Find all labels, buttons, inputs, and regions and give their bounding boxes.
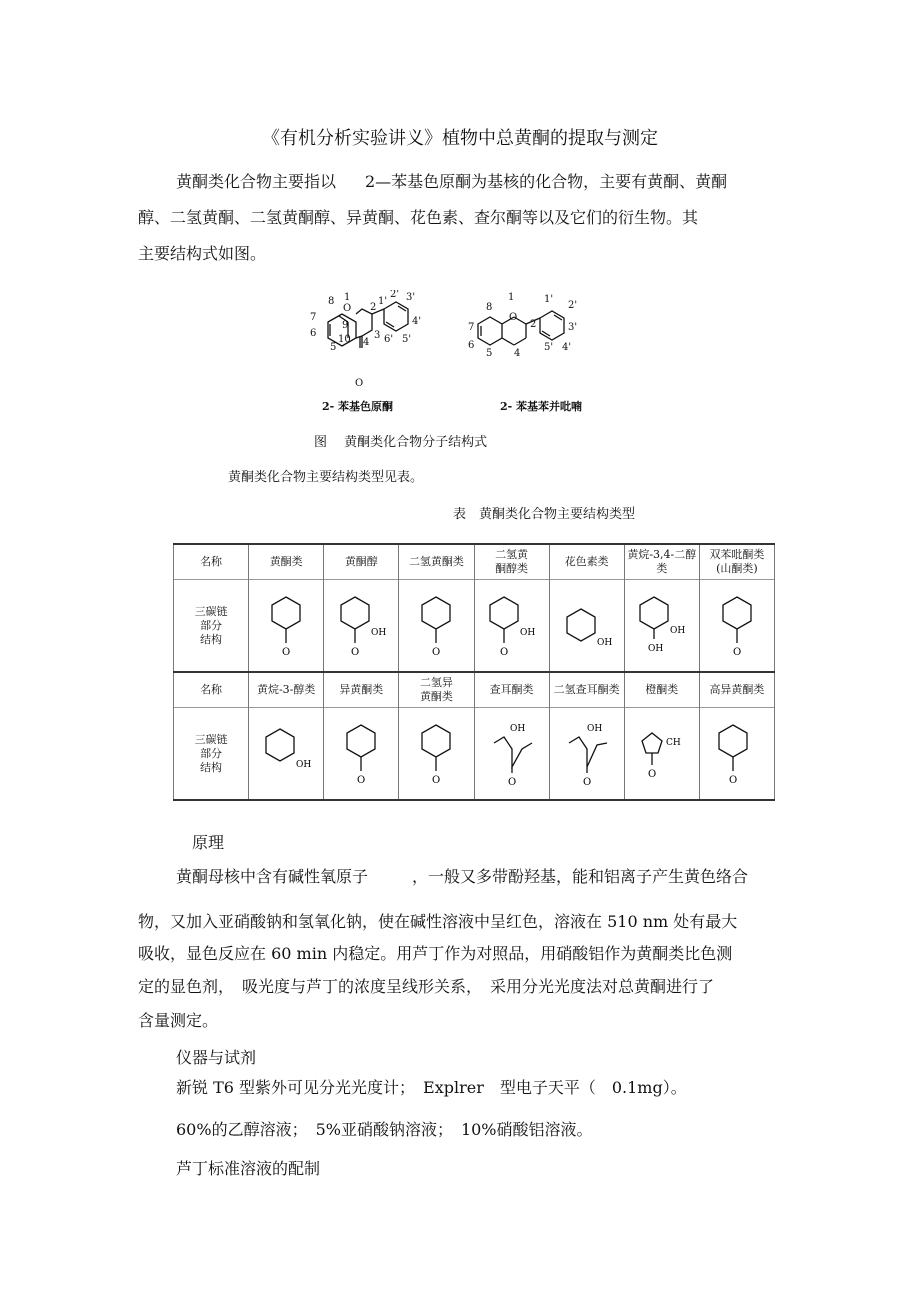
structure-isoflavone	[333, 715, 389, 793]
instruments-line-3: 芦丁标准溶液的配制	[176, 1159, 321, 1178]
structure-flavanone	[408, 587, 464, 665]
oh-label: OH	[296, 759, 312, 770]
table-header-cell: 二氢查耳酮类	[549, 672, 624, 708]
atom-num-1: 1	[344, 292, 351, 303]
table-header-cell: 双苯吡酮类 (山酮类)	[699, 544, 774, 580]
atom-num-3: 3	[374, 330, 381, 341]
structure-cell	[624, 708, 699, 801]
table-row	[174, 708, 775, 801]
principle-line-4: 定的显色剂， 吸光度与芦丁的浓度呈线形关系， 采用分光光度法对总黄酮进行了	[138, 977, 715, 996]
structure-dihydrochalcone	[559, 715, 615, 793]
structure-chalcone	[484, 715, 540, 793]
atom-num-1p-r: 1'	[544, 294, 554, 305]
atom-num-6: 6	[310, 328, 317, 339]
svg-text:O: O	[351, 646, 360, 658]
structure-isoflavanone	[408, 715, 464, 793]
table-header-cell: 二氢黄 酮醇类	[474, 544, 549, 580]
structure-cell	[324, 708, 399, 801]
oh-label: OH	[586, 723, 602, 734]
ch-label: CH	[665, 737, 681, 748]
structure-cell	[549, 580, 624, 673]
table-header-cell: 黄酮类	[249, 544, 324, 580]
structure-cell	[324, 580, 399, 673]
row-label: 三碳链 部分 结构	[174, 580, 249, 673]
table-header-cell: 名称	[174, 672, 249, 708]
oh-label: OH	[371, 627, 387, 638]
atom-num-4: 4	[363, 337, 370, 348]
principle-line-2: 物，又加入亚硝酸钠和氢氧化钠，使在碱性溶液中呈红色，溶液在 510 nm 处有最大	[138, 912, 738, 931]
instruments-line-1: 新锐 T6 型紫外可见分光光度计； Explrer 型电子天平（ 0.1mg）。	[176, 1078, 687, 1097]
instruments-heading: 仪器与试剂	[176, 1048, 257, 1067]
structure-cell	[699, 708, 774, 801]
structure-cell	[249, 580, 324, 673]
oh-label: OH	[647, 643, 664, 654]
structure-flavanonol	[484, 587, 540, 665]
structure-cell	[699, 580, 774, 673]
oh-label: OH	[596, 637, 612, 648]
structure-cell	[249, 708, 324, 801]
row-label: 三碳链 部分 结构	[174, 708, 249, 801]
table-caption: 表 黄酮类化合物主要结构类型	[453, 507, 636, 522]
atom-num-9: 9	[342, 320, 349, 331]
intro-line-3: 主要结构式如图。	[138, 244, 267, 263]
svg-text:O: O	[647, 768, 657, 780]
atom-num-7-r: 7	[468, 322, 475, 333]
atom-num-2p-r: 2'	[568, 300, 578, 311]
atom-num-8: 8	[328, 296, 335, 307]
atom-num-2-r: 2	[530, 319, 537, 330]
svg-text:O: O	[582, 776, 591, 788]
atom-num-2p: 2'	[390, 290, 400, 300]
table-header-cell: 花色素类	[549, 544, 624, 580]
flavonoid-structure-figure	[300, 290, 620, 420]
structure-anthocyanidin	[559, 587, 615, 665]
table-header-cell: 黄烷-3-醇类	[249, 672, 324, 708]
table-header-cell: 黄酮醇	[324, 544, 399, 580]
structure-flavonol	[333, 587, 389, 665]
principle-heading: 原理	[192, 833, 225, 852]
atom-num-5-r: 5	[486, 348, 493, 359]
atom-num-10: 10	[338, 334, 351, 345]
principle-line-1b: ，一般又多带酚羟基，能和铝离子产生黄色络合	[412, 867, 749, 886]
atom-num-4-r: 4	[514, 348, 521, 359]
atom-label-o-right: O	[509, 312, 518, 323]
atom-num-7: 7	[310, 312, 317, 323]
structure-flavan-3-4-diol	[634, 587, 690, 665]
table-row	[174, 672, 775, 708]
structure-xanthone	[709, 587, 765, 665]
svg-text:O: O	[507, 776, 516, 788]
oh-label: OH	[669, 625, 686, 636]
structure-label-right: 2- 苯基苯并吡喃	[500, 400, 583, 413]
carbonyl-o: O	[355, 378, 364, 389]
atom-num-4p: 4'	[412, 316, 422, 327]
figure-caption: 图 黄酮类化合物分子结构式	[314, 435, 488, 450]
svg-text:O: O	[432, 646, 441, 658]
oh-label: OH	[509, 723, 525, 734]
structure-cell	[549, 708, 624, 801]
atom-num-5: 5	[330, 342, 337, 353]
atom-num-5p: 5'	[402, 334, 412, 345]
atom-num-1-r: 1	[508, 292, 515, 303]
table-header-cell: 二氢黄酮类	[399, 544, 474, 580]
intro-line-2: 醇、二氢黄酮、二氢黄酮醇、异黄酮、花色素、查尔酮等以及它们的衍生物。其	[138, 208, 699, 227]
table-header-cell: 橙酮类	[624, 672, 699, 708]
structure-cell	[399, 580, 474, 673]
atom-num-6-r: 6	[468, 340, 475, 351]
instruments-line-2: 60%的乙醇溶液； 5%亚硝酸钠溶液； 10%硝酸铝溶液。	[176, 1120, 593, 1139]
structure-label-left: 2- 苯基色原酮	[322, 400, 394, 413]
intro-line-1a: 黄酮类化合物主要指以	[176, 172, 337, 191]
table-header-cell: 高异黄酮类	[699, 672, 774, 708]
structure-cell	[399, 708, 474, 801]
svg-text:O: O	[728, 774, 738, 786]
atom-label-o-left: O	[343, 303, 352, 314]
table-header-cell: 异黄酮类	[324, 672, 399, 708]
atom-num-3p: 3'	[406, 292, 416, 303]
atom-num-8-r: 8	[486, 302, 493, 313]
structure-homoisoflavone	[709, 715, 765, 793]
atom-num-5p-r: 5'	[544, 342, 554, 353]
atom-num-2: 2	[370, 302, 377, 313]
svg-text:O: O	[432, 774, 441, 786]
structure-flavone	[258, 587, 314, 665]
atom-num-4p-r: 4'	[562, 342, 572, 353]
table-row	[174, 580, 775, 673]
atom-num-1p: 1'	[378, 296, 388, 307]
svg-text:O: O	[499, 646, 508, 658]
oh-label: OH	[519, 627, 535, 638]
svg-text:O: O	[357, 774, 366, 786]
table-header-cell: 黄烷-3,4-二醇类	[624, 544, 699, 580]
intro-line-1b: 2—苯基色原酮为基核的化合物，主要有黄酮、黄酮	[365, 172, 728, 191]
svg-text:O: O	[282, 646, 291, 658]
page-title: 《有机分析实验讲义》植物中总黄酮的提取与测定	[262, 128, 658, 149]
svg-text:O: O	[732, 646, 742, 658]
table-header-cell: 二氢异 黄酮类	[399, 672, 474, 708]
principle-line-3: 吸收，显色反应在 60 min 内稳定。用芦丁作为对照品，用硝酸铝作为黄酮类比色测	[138, 944, 733, 963]
atom-num-3p-r: 3'	[568, 322, 578, 333]
table-header-cell: 查耳酮类	[474, 672, 549, 708]
table-header-cell: 名称	[174, 544, 249, 580]
table-intro: 黄酮类化合物主要结构类型见表。	[228, 470, 424, 485]
structure-cell	[474, 708, 549, 801]
flavonoid-types-table	[173, 543, 775, 801]
principle-line-1a: 黄酮母核中含有碱性氧原子	[176, 867, 369, 886]
structure-flavan-3-ol	[258, 715, 314, 793]
structure-cell	[624, 580, 699, 673]
atom-num-6p: 6'	[384, 334, 394, 345]
structure-cell	[474, 580, 549, 673]
principle-line-5: 含量测定。	[138, 1011, 219, 1030]
table-row	[174, 544, 775, 580]
structure-aurone	[634, 715, 690, 793]
